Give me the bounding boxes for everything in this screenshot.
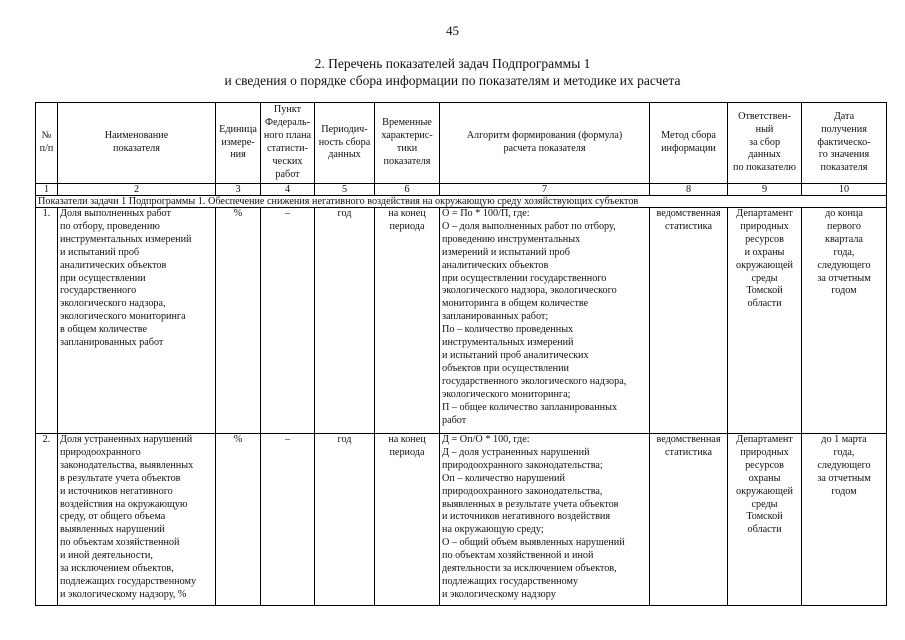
column-number: 3 — [216, 184, 261, 196]
column-number: 2 — [58, 184, 216, 196]
periodicity-cell: год — [315, 434, 375, 606]
column-header: Пункт Федераль- ного плана статисти- ческих работ — [261, 103, 315, 184]
indicator-name: Доля выполненных работ по отбору, проведению инструментальных измерений и испытаний проб аналитических объектов при осуществлении государственного экологического надзора, экологического мониторинга в общем количестве запланированных работ — [58, 208, 216, 434]
table-row — [36, 208, 887, 434]
unit-cell: % — [216, 208, 261, 434]
row-number: 1. — [36, 208, 58, 434]
column-header: Периодич- ность сбора данных — [315, 103, 375, 184]
date-cell: до 1 марта года, следующего за отчетным годом — [802, 434, 887, 606]
column-number: 8 — [650, 184, 728, 196]
unit-cell: % — [216, 434, 261, 606]
responsible-cell: Департамент природных ресурсов охраны окружающей среды Томской области — [728, 434, 802, 606]
column-header: Дата получения фактическо- го значения показателя — [802, 103, 887, 184]
periodicity-cell: год — [315, 208, 375, 434]
column-header: Метод сбора информации — [650, 103, 728, 184]
column-header: Наименование показателя — [58, 103, 216, 184]
date-cell: до конца первого квартала года, следующего за отчетным годом — [802, 208, 887, 434]
column-header: Единица измере- ния — [216, 103, 261, 184]
column-number: 7 — [440, 184, 650, 196]
column-header: Временные характерис- тики показателя — [375, 103, 440, 184]
responsible-cell: Департамент природных ресурсов и охраны окружающей среды Томской области — [728, 208, 802, 434]
indicators-table — [35, 102, 887, 606]
column-header: Ответствен- ный за сбор данных по показателю — [728, 103, 802, 184]
indicator-name: Доля устраненных нарушений природоохранного законодательства, выявленных в результате учета объектов и источников негативного воздействия на окружающую среду, от общего объема выявленных нарушений по объектам хозяйственной и иной деятельности, за исключением объектов, подлежащих государственному и экологическому надзору, % — [58, 434, 216, 606]
row-number: 2. — [36, 434, 58, 606]
table-row — [36, 434, 887, 606]
algorithm-cell: Д = Оп/О * 100, где: Д – доля устраненных нарушений природоохранного законодательства; Оп – количество нарушений природоохранного законодательства, выявленных в результате учета объектов и источников негативного воздействия на окружающую среду; О – общий объем выявленных нарушений по объектам хозяйственной и иной деятельности за исключением объектов, подлежащих государственному и экологическому надзору — [440, 434, 650, 606]
column-number: 9 — [728, 184, 802, 196]
column-number-row — [36, 184, 887, 196]
plan-item-cell: – — [261, 434, 315, 606]
collection-method-cell: ведомственная статистика — [650, 434, 728, 606]
column-number: 10 — [802, 184, 887, 196]
section-row — [36, 196, 887, 208]
time-characteristic-cell: на конец периода — [375, 434, 440, 606]
document-title — [0, 55, 905, 89]
algorithm-cell: О = По * 100/П, где: О – доля выполненных работ по отбору, проведению инструментальных измерений и испытаний проб аналитических объектов при осуществлении государственного экологического надзора, экологического мониторинга в общем количестве запланированных работ; По – количество проведенных инструментальных измерений и испытаний проб аналитических объектов при осуществлении государственного экологического надзора, экологического мониторинга; П – общее количество запланированных работ — [440, 208, 650, 434]
collection-method-cell: ведомственная статистика — [650, 208, 728, 434]
column-number: 6 — [375, 184, 440, 196]
page-number: 45 — [446, 23, 459, 38]
column-number: 5 — [315, 184, 375, 196]
section-title: Показатели задачи 1 Подпрограммы 1. Обеспечение снижения негативного воздействия на окружающую среду хозяйствующих субъектов — [36, 196, 887, 208]
time-characteristic-cell: на конец периода — [375, 208, 440, 434]
header-row — [36, 103, 887, 184]
column-header: Алгоритм формирования (формула) расчета показателя — [440, 103, 650, 184]
title-line-2: и сведения о порядке сбора информации по показателям и методике их расчета — [224, 73, 681, 88]
column-header: № п/п — [36, 103, 58, 184]
title-line-1: 2. Перечень показателей задач Подпрограммы 1 — [314, 56, 591, 71]
column-number: 4 — [261, 184, 315, 196]
plan-item-cell: – — [261, 208, 315, 434]
column-number: 1 — [36, 184, 58, 196]
